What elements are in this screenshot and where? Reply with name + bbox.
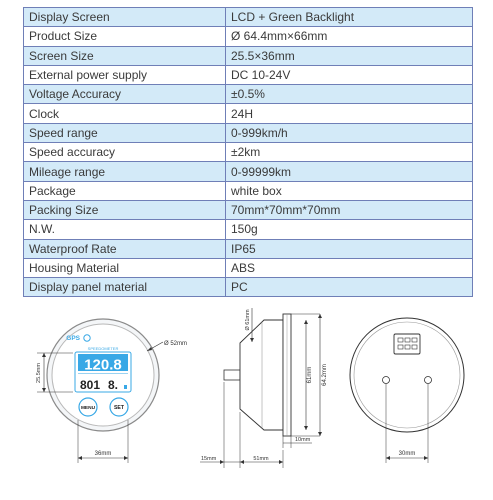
side-view <box>200 308 328 468</box>
spec-row <box>24 104 473 123</box>
odo-readout: 801 <box>80 378 101 392</box>
spec-label: Housing Material <box>24 258 226 277</box>
spec-table <box>23 7 473 297</box>
menu-label: MENU <box>80 406 96 411</box>
spec-row <box>24 8 473 27</box>
spec-label: Display panel material <box>24 278 226 297</box>
spec-label: Mileage range <box>24 162 226 181</box>
spec-row <box>24 239 473 258</box>
inner-height-dimension: 61mm <box>307 366 313 384</box>
spec-label: Speed accuracy <box>24 143 226 162</box>
spec-value: PC <box>226 278 473 297</box>
spec-value: 24H <box>226 104 473 123</box>
spec-row <box>24 181 473 200</box>
spec-label: Package <box>24 181 226 200</box>
spec-value: 0-99999km <box>226 162 473 181</box>
spec-value: 0-999km/h <box>226 123 473 142</box>
stud-dimension: 15mm <box>201 456 217 462</box>
spec-row <box>24 162 473 181</box>
speed-readout: 120.8 <box>84 356 122 374</box>
spec-label: Voltage Accuracy <box>24 85 226 104</box>
spec-label: Product Size <box>24 27 226 46</box>
spec-row <box>24 200 473 219</box>
spec-value: ABS <box>226 258 473 277</box>
subtitle-label: SPEEDOMETER <box>87 346 119 351</box>
spec-value: 150g <box>226 220 473 239</box>
spec-row <box>24 278 473 297</box>
outer-height-dimension: 64.2mm <box>322 364 328 386</box>
spec-label: External power supply <box>24 65 226 84</box>
set-label: SET <box>113 405 125 411</box>
stud-spacing-dimension: 30mm <box>398 451 416 457</box>
spec-label: N.W. <box>24 220 226 239</box>
spec-value: LCD + Green Backlight <box>226 8 473 27</box>
spec-row <box>24 27 473 46</box>
spec-label: Packing Size <box>24 200 226 219</box>
spec-value: 70mm*70mm*70mm <box>226 200 473 219</box>
mount-stud-left <box>383 377 390 384</box>
brand-label: GPS <box>66 335 80 342</box>
spec-value: ±0.5% <box>226 85 473 104</box>
spec-label: Screen Size <box>24 46 226 65</box>
spec-row <box>24 143 473 162</box>
spec-value: Ø 64.4mm×66mm <box>226 27 473 46</box>
dimension-drawing <box>0 300 493 500</box>
spec-label: Speed range <box>24 123 226 142</box>
body-dimension: 51mm <box>253 456 269 462</box>
mount-stud-right <box>425 377 432 384</box>
spec-row <box>24 123 473 142</box>
spec-row <box>24 258 473 277</box>
spec-label: Clock <box>24 104 226 123</box>
spec-row <box>24 85 473 104</box>
back-view <box>350 318 464 463</box>
screen-height-dimension: 25.5mm <box>36 363 42 383</box>
front-view <box>36 319 187 463</box>
spec-value: DC 10-24V <box>226 65 473 84</box>
top-diameter-dimension: Ø 61mm <box>245 309 251 331</box>
diameter-dimension: Ø 52mm <box>164 341 188 347</box>
side-stud <box>224 370 240 380</box>
odo-decimal: 8. <box>108 378 119 392</box>
spec-label: Waterproof Rate <box>24 239 226 258</box>
spec-row <box>24 65 473 84</box>
spec-value: ±2km <box>226 143 473 162</box>
spec-label: Display Screen <box>24 8 226 27</box>
side-body <box>240 320 283 430</box>
spec-value: 25.5×36mm <box>226 46 473 65</box>
connector-socket <box>394 334 420 354</box>
spec-value: IP65 <box>226 239 473 258</box>
screen-width-dimension: 36mm <box>94 451 112 457</box>
spec-row <box>24 220 473 239</box>
spec-row <box>24 46 473 65</box>
spec-value: white box <box>226 181 473 200</box>
flange-dimension: 10mm <box>295 437 311 443</box>
